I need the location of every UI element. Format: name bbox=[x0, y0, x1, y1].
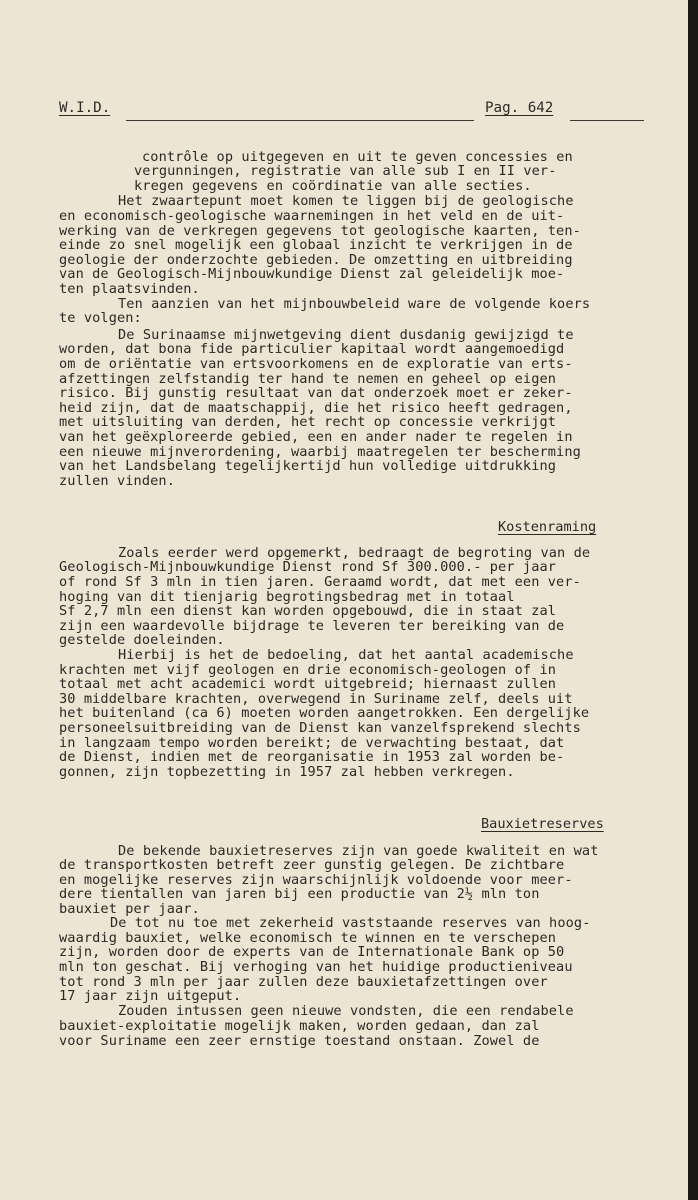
text-line: bauxiet-exploitatie mogelijk maken, worden gedaan, dan zal bbox=[59, 1018, 540, 1034]
text-line: afzettingen zelfstandig ter hand te nemen en geheel op eigen bbox=[59, 371, 557, 387]
text-line: om de oriëntatie van ertsvoorkomens en de exploratie van erts- bbox=[59, 356, 573, 372]
text-line: contrôle op uitgegeven en uit te geven concessies en bbox=[142, 149, 573, 165]
text-line: waardig bauxiet, welke economisch te winnen en te verschepen bbox=[59, 930, 557, 946]
text-line: De tot nu toe met zekerheid vaststaande reserves van hoog- bbox=[110, 915, 591, 931]
text-line: met uitsluiting van derden, het recht op concessie verkrijgt bbox=[59, 414, 557, 430]
text-line: risico. Bij gunstig resultaat van dat onderzoek moet er zeker- bbox=[59, 385, 573, 401]
text-line: tot rond 3 mln per jaar zullen deze bauxietafzettingen over bbox=[59, 974, 548, 990]
text-line: hoging van dit tienjarig begrotingsbedrag met in totaal bbox=[59, 589, 515, 605]
text-line: en economisch-geologische waarnemingen in het veld en de uit- bbox=[59, 208, 565, 224]
text-line: dere tientallen van jaren bij een productie van 2½ mln ton bbox=[59, 886, 540, 902]
text-line: bauxiet per jaar. bbox=[59, 901, 200, 917]
text-line: van het Landsbelang tegelijkertijd hun volledige uitdrukking bbox=[59, 458, 557, 474]
text-line: krachten met vijf geologen en drie economisch-geologen of in bbox=[59, 662, 557, 678]
text-line: te volgen: bbox=[59, 310, 142, 326]
text-line: van de Geologisch-Mijnbouwkundige Dienst zal geleidelijk moe- bbox=[59, 266, 565, 282]
text-line: zullen vinden. bbox=[59, 473, 175, 489]
text-line: geologie der onderzochte gebieden. De omzetting en uitbreiding bbox=[59, 252, 573, 268]
text-line: in langzaam tempo worden bereikt; de verwachting bestaat, dat bbox=[59, 735, 565, 751]
text-line: de Dienst, indien met de reorganisatie in 1953 zal worden be- bbox=[59, 749, 565, 765]
header-left: W.I.D. bbox=[59, 100, 111, 116]
header-rule bbox=[126, 120, 474, 121]
text-line: kregen gegevens en coördinatie van alle secties. bbox=[134, 178, 532, 194]
text-line: 30 middelbare krachten, overwegend in Suriname zelf, deels uit bbox=[59, 691, 573, 707]
text-line: einde zo snel mogelijk een globaal inzicht te verkrijgen in de bbox=[59, 237, 573, 253]
text-line: worden, dat bona fide particulier kapitaal wordt aangemoedigd bbox=[59, 341, 565, 357]
text-line: Ten aanzien van het mijnbouwbeleid ware de volgende koers bbox=[118, 296, 591, 312]
text-line: vergunningen, registratie van alle sub I en II ver- bbox=[134, 163, 557, 179]
text-line: zijn een waardevolle bijdrage te leveren ter bereiking van de bbox=[59, 618, 565, 634]
text-line: en mogelijke reserves zijn waarschijnlijk voldoende voor meer- bbox=[59, 872, 573, 888]
text-line: personeelsuitbreiding van de Dienst kan vanzelfsprekend slechts bbox=[59, 720, 581, 736]
text-line: ten plaatsvinden. bbox=[59, 281, 200, 297]
text-line: het buitenland (ca 6) moeten worden aangetrokken. Een dergelijke bbox=[59, 705, 590, 721]
text-line: de transportkosten betreft zeer gunstig gelegen. De zichtbare bbox=[59, 857, 565, 873]
text-line: heid zijn, dat de maatschappij, die het risico heeft gedragen, bbox=[59, 400, 573, 416]
text-line: zijn, worden door de experts van de Internationale Bank op 50 bbox=[59, 944, 565, 960]
text-line: gonnen, zijn topbezetting in 1957 zal hebben verkregen. bbox=[59, 764, 515, 780]
text-line: Zouden intussen geen nieuwe vondsten, die een rendabele bbox=[118, 1003, 574, 1019]
text-line: Het zwaartepunt moet komen te liggen bij de geologische bbox=[118, 193, 574, 209]
text-line: Hierbij is het de bedoeling, dat het aantal academische bbox=[118, 647, 574, 663]
page-number: Pag. 642 bbox=[485, 100, 554, 116]
section-heading-kostenraming: Kostenraming bbox=[498, 519, 597, 535]
binding-edge bbox=[688, 0, 698, 1200]
text-line: van het geëxploreerde gebied, een en ander nader te regelen in bbox=[59, 429, 573, 445]
text-line: De Surinaamse mijnwetgeving dient dusdanig gewijzigd te bbox=[118, 327, 574, 343]
text-line: voor Suriname een zeer ernstige toestand onstaan. Zowel de bbox=[59, 1033, 540, 1049]
text-line: gestelde doeleinden. bbox=[59, 632, 225, 648]
text-line: Zoals eerder werd opgemerkt, bedraagt de begroting van de bbox=[118, 545, 591, 561]
header-rule bbox=[570, 120, 644, 121]
text-line: totaal met acht academici wordt uitgebreid; hiernaast zullen bbox=[59, 676, 557, 692]
text-line: mln ton geschat. Bij verhoging van het huidige productieniveau bbox=[59, 959, 573, 975]
text-line: 17 jaar zijn uitgeput. bbox=[59, 988, 242, 1004]
section-heading-bauxietreserves: Bauxietreserves bbox=[481, 816, 604, 832]
text-line: werking van de verkregen gegevens tot geologische kaarten, ten- bbox=[59, 223, 581, 239]
text-line: Geologisch-Mijnbouwkundige Dienst rond Sf 300.000.- per jaar bbox=[59, 559, 557, 575]
text-line: een nieuwe mijnverordening, waarbij maatregelen ter bescherming bbox=[59, 444, 581, 460]
text-line: Sf 2,7 mln een dienst kan worden opgebouwd, die in staat zal bbox=[59, 603, 557, 619]
text-line: De bekende bauxietreserves zijn van goede kwaliteit en wat bbox=[118, 843, 599, 859]
text-line: of rond Sf 3 mln in tien jaren. Geraamd wordt, dat met een ver- bbox=[59, 574, 581, 590]
